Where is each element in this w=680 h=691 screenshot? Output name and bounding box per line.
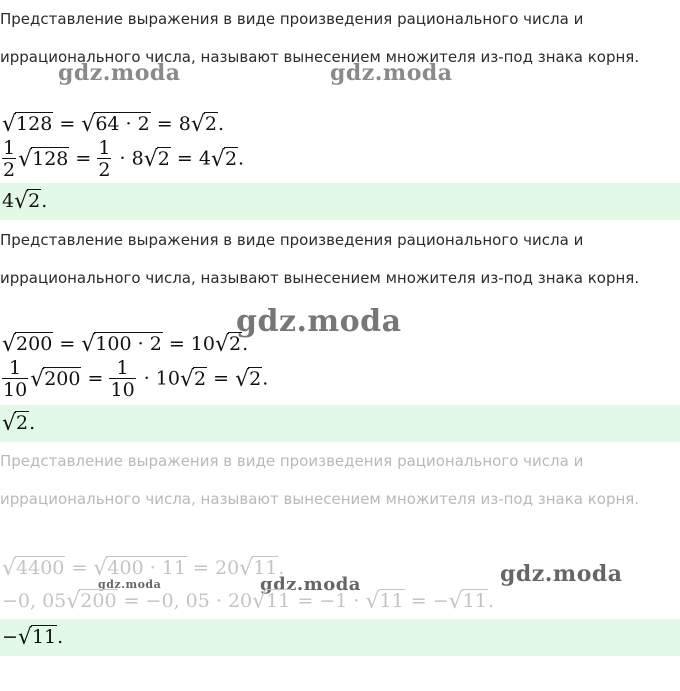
watermark-3: gdz.moda — [236, 304, 402, 339]
intro-text-2: Представление выражения в виде произведения рационального числа и иррационального числа, называют вынесением множителя из-под знака корня. — [0, 231, 640, 287]
intro-text-3: Представление выражения в виде произведения рационального числа и иррационального числа, называют вынесением множителя из-под знака корня. — [0, 452, 640, 508]
watermark-2: gdz.moda — [330, 60, 453, 86]
block3-equation-1: √4400 = √400 · 11 = 20√11. — [2, 556, 285, 581]
watermark-1: gdz.moda — [58, 60, 181, 86]
sqrt-2: √2 — [190, 112, 217, 137]
watermark-4: gdz.moda — [98, 578, 162, 591]
watermark-6: gdz.moda — [500, 561, 623, 587]
sqrt-128: √128 — [2, 112, 53, 137]
block1-equation-1: √128 = √64 · 2 = 8√2. — [2, 112, 224, 137]
fraction-1-2: $\frac{1}{2}$ — [3, 137, 16, 181]
answer-bar-2 — [0, 405, 680, 442]
answer-2: √2. — [2, 411, 36, 436]
answer-bar-3 — [0, 619, 680, 656]
answer-1: 4√2. — [2, 189, 48, 214]
intro-text-1: Представление выражения в виде произведения рационального числа и иррационального числа, называют вынесением множителя из-под знака корня. — [0, 10, 640, 66]
sqrt-64x2: √64 · 2 — [81, 112, 150, 137]
fraction-1-2b: $\frac{1}{2}$ — [98, 137, 111, 181]
block2-equation-2: $\frac{1}{10}$ √200 = $\frac{1}{10}$ · 10√2 = √2. — [3, 357, 269, 401]
block2-equation-1: √200 = √100 · 2 = 10√2. — [2, 332, 249, 357]
block1-equation-2: $\frac{1}{2}$ √128 = $\frac{1}{2}$ · 8√2 = 4√2. — [3, 137, 245, 181]
answer-3: −√11. — [2, 625, 64, 650]
block3-equation-2: −0, 05√200 = −0, 05 · 20√11 = −1 · √11 = −√11. — [2, 589, 494, 614]
answer-bar-1 — [0, 183, 680, 220]
watermark-5: gdz.moda — [260, 574, 361, 595]
